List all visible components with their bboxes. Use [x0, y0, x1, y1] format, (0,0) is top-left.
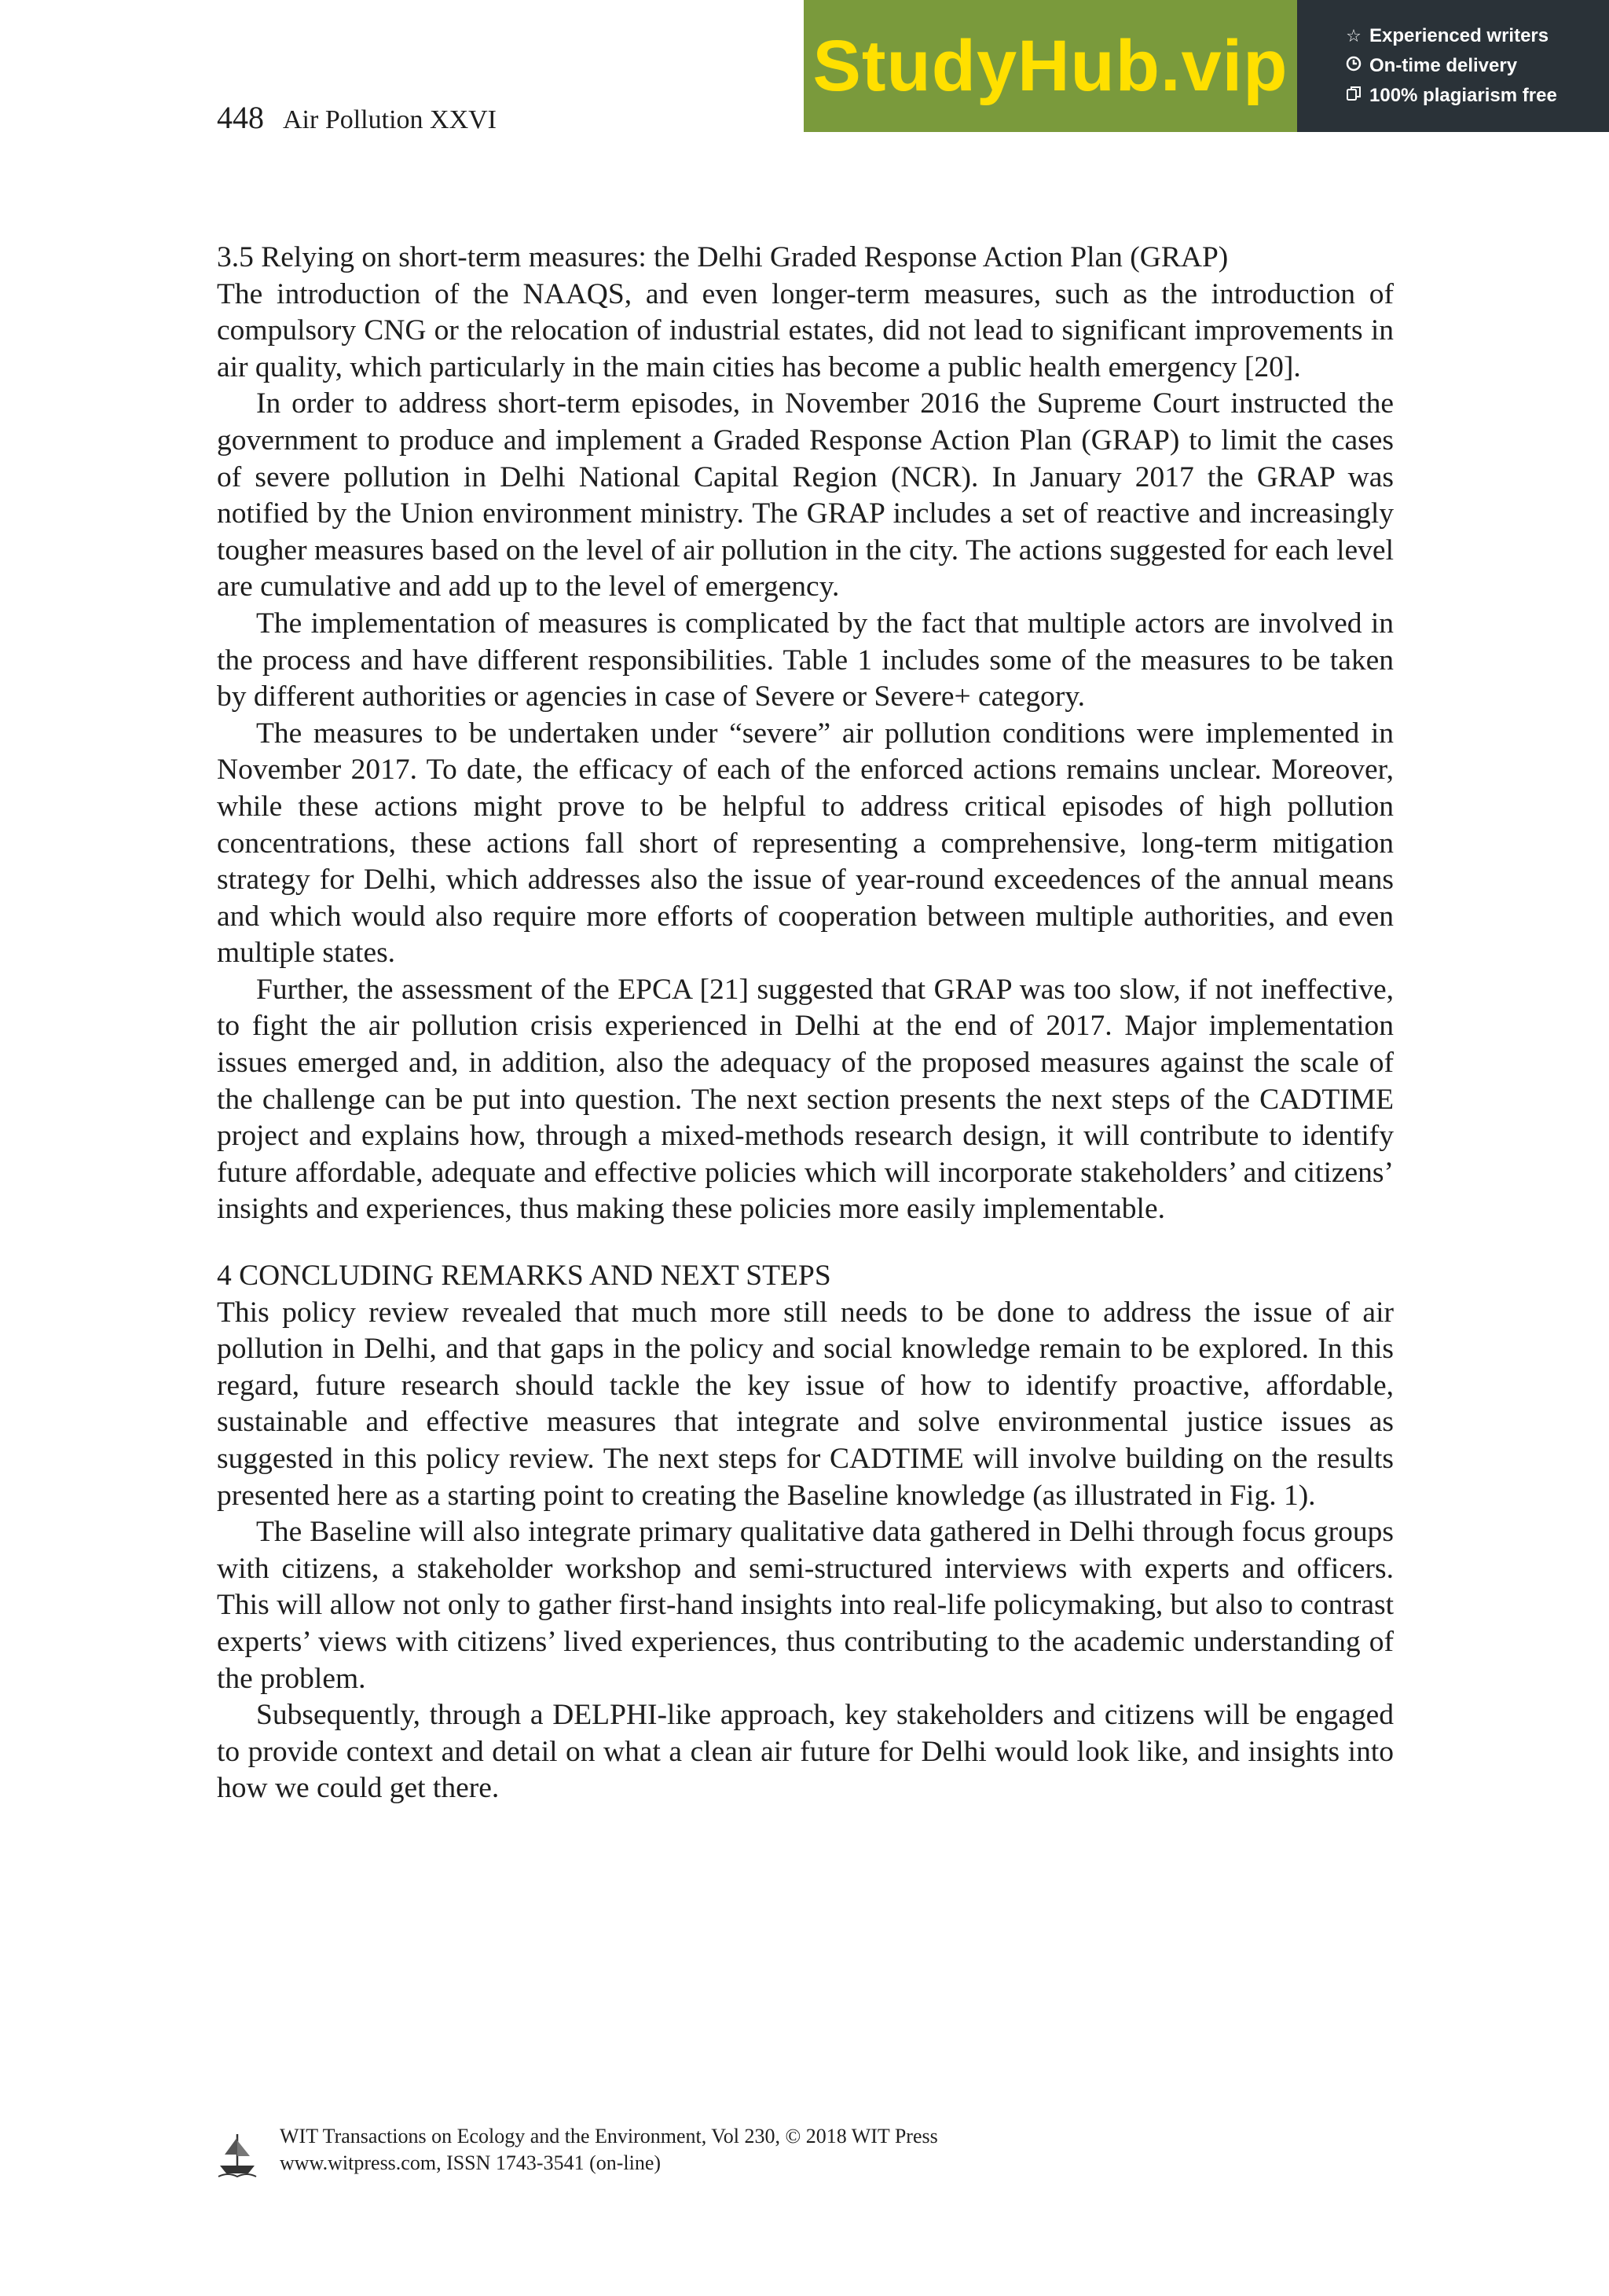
feature-on-time-delivery	[1344, 55, 1609, 77]
feature-label: Experienced writers	[1369, 25, 1549, 46]
paragraph: The Baseline will also integrate primary qualitative data gathered in Delhi through focus groups with citizens, a stakeholder workshop and semi-structured interviews with experts and officers. This will allow not only to gather first-hand insights into real-life policymaking, but also to contrast experts’ views with citizens’ lived experiences, thus contributing to the academic understanding of the problem.	[217, 1516, 1394, 1695]
clock-icon	[1344, 56, 1363, 76]
studyhub-logo[interactable]: StudyHub.vip	[804, 0, 1297, 132]
page-content	[217, 240, 1394, 1807]
paragraph: Further, the assessment of the EPCA [21] suggested that GRAP was too slow, if not ineffective, to fight the air pollution crisis experienced in Delhi at the end of 2017. Major implementation issues emerged and, in addition, also the adequacy of the proposed measures against the scale of the challenge can be put into question. The next section presents the next steps of the CADTIME project and explains how, through a mixed-methods research design, it will contribute to identify future affordable, adequate and effective policies which will incorporate stakeholders’ and citizens’ insights and experiences, thus making these policies more easily implementable.	[217, 973, 1394, 1226]
paragraph: In order to address short-term episodes, in November 2016 the Supreme Court instructed the government to produce and implement a Graded Response Action Plan (GRAP) to limit the cases of severe pollution in Delhi National Capital Region (NCR). In January 2017 the GRAP was notified by the Union environment ministry. The GRAP includes a set of reactive and increasingly tougher measures based on the level of air pollution in the city. The actions suggested for each level are cumulative and add up to the level of emergency.	[217, 387, 1394, 603]
journal-title: Air Pollution XXVI	[283, 105, 497, 134]
footer-website[interactable]: www.witpress.com, ISSN 1743-3541 (on-line)	[280, 2151, 662, 2174]
page-number: 448	[217, 100, 264, 135]
section-body	[217, 1295, 1394, 1807]
studyhub-banner[interactable]	[804, 0, 1609, 132]
footer-citation: WIT Transactions on Ecology and the Environment, Vol 230, © 2018 WIT Press	[280, 2125, 938, 2147]
section-body	[217, 277, 1394, 1228]
paragraph: This policy review revealed that much more still needs to be done to address the issue of air pollution in Delhi, and that gaps in the policy and social knowledge remain to be explored. In this regard, future research should tackle the key issue of how to identify proactive, affordable, sustainable and effective measures that integrate and solve environmental justice issues as suggested in this policy review. The next steps for CADTIME will involve building on the results presented here as a starting point to creating the Baseline knowledge (as illustrated in Fig. 1).	[217, 1296, 1394, 1512]
wit-press-ship-icon	[217, 2131, 258, 2178]
star-icon: ☆	[1346, 26, 1362, 46]
section-heading: 4 CONCLUDING REMARKS AND NEXT STEPS	[217, 1260, 831, 1293]
copy-icon	[1344, 86, 1363, 106]
paragraph: The measures to be undertaken under “severe” air pollution conditions were implemented in November 2017. To date, the efficacy of each of the enforced actions remains unclear. Moreover, while these actions might prove to be helpful to address critical episodes of high pollution concentrations, these actions fall short of representing a comprehensive, long-term mitigation strategy for Delhi, which addresses also the issue of year-round exceedences of the annual means and which would also require more efforts of cooperation between multiple authorities, and even multiple states.	[217, 717, 1394, 970]
page-footer	[217, 2123, 1238, 2186]
banner-features	[1297, 0, 1609, 132]
paragraph: Subsequently, through a DELPHI-like approach, key stakeholders and citizens will be engaged to provide context and detail on what a clean air future for Delhi would look like, and insights into how we could get there.	[217, 1699, 1394, 1805]
feature-label: On-time delivery	[1369, 55, 1518, 76]
paragraph: The introduction of the NAAQS, and even longer-term measures, such as the introduction of compulsory CNG or the relocation of industrial estates, did not lead to significant improvements in air quality, which particularly in the main cities has become a public health emergency [20].	[217, 277, 1394, 383]
feature-experienced-writers	[1344, 25, 1609, 47]
paragraph: The implementation of measures is complicated by the fact that multiple actors are involved in the process and have different responsibilities. Table 1 includes some of the measures to be taken by different authorities or agencies in case of Severe or Severe+ category.	[217, 607, 1394, 713]
section-heading: 3.5 Relying on short-term measures: the Delhi Graded Response Action Plan (GRAP)	[217, 241, 1229, 273]
footer-text	[280, 2123, 938, 2177]
feature-label: 100% plagiarism free	[1369, 85, 1557, 106]
feature-plagiarism-free	[1344, 85, 1609, 107]
